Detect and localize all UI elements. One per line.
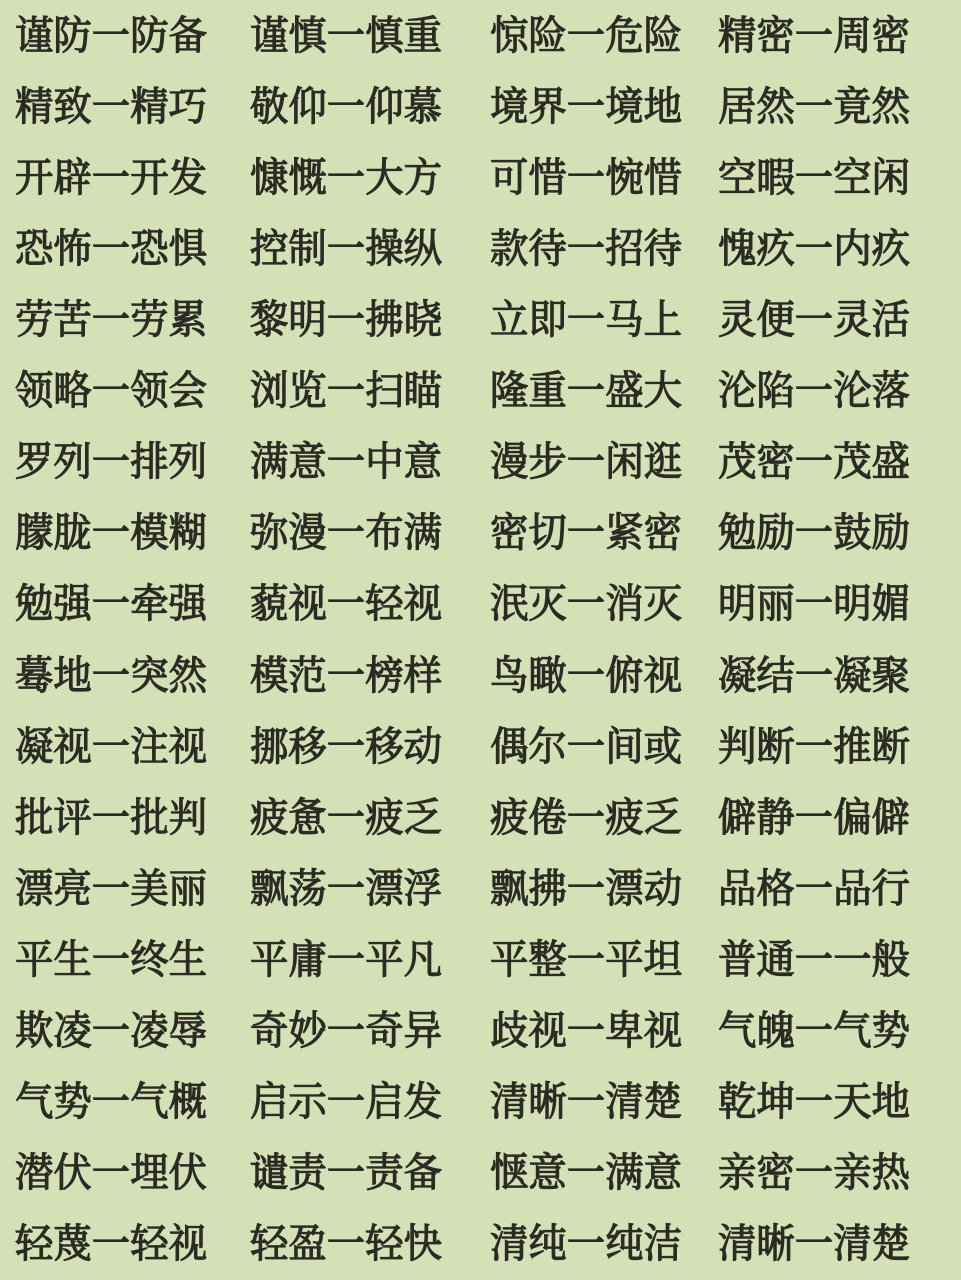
synonym-pair: 普通一一般 <box>718 937 910 982</box>
synonym-pair: 境界一境地 <box>490 84 682 129</box>
synonym-pair: 藐视一轻视 <box>250 582 442 627</box>
synonym-pair: 漂亮一美丽 <box>15 866 207 911</box>
synonym-pair: 平庸一平凡 <box>250 937 442 982</box>
synonym-pair: 轻蔑一轻视 <box>15 1222 207 1267</box>
synonym-pair: 飘荡一漂浮 <box>250 866 442 911</box>
synonym-pair: 蓦地一突然 <box>15 653 207 698</box>
synonym-pair: 疲惫一疲乏 <box>250 795 442 840</box>
synonym-pair: 清晰一清楚 <box>718 1222 910 1267</box>
synonym-pair: 气势一气概 <box>15 1080 207 1125</box>
synonym-pair: 奇妙一奇异 <box>250 1009 442 1054</box>
synonym-pair: 凝视一注视 <box>15 724 207 769</box>
synonym-pair: 领略一领会 <box>15 369 207 414</box>
synonym-pair: 轻盈一轻快 <box>250 1222 442 1267</box>
synonym-pair: 惊险一危险 <box>490 13 682 58</box>
synonym-pair: 泯灭一消灭 <box>490 582 682 627</box>
synonym-pair: 密切一紧密 <box>490 511 682 556</box>
synonym-pair: 罗列一排列 <box>15 440 207 485</box>
synonym-pair: 立即一马上 <box>490 297 682 342</box>
synonym-pair: 控制一操纵 <box>250 226 442 271</box>
synonym-pair: 歧视一卑视 <box>490 1009 682 1054</box>
synonym-pair: 灵便一灵活 <box>718 297 910 342</box>
synonym-pair: 清纯一纯洁 <box>490 1222 682 1267</box>
synonym-pair: 恐怖一恐惧 <box>15 226 207 271</box>
synonym-pair: 慷慨一大方 <box>250 155 442 200</box>
synonym-pair: 惬意一满意 <box>490 1151 682 1196</box>
synonym-pair: 沦陷一沦落 <box>718 369 910 414</box>
synonym-pair: 欺凌一凌辱 <box>15 1009 207 1054</box>
synonym-pair: 明丽一明媚 <box>718 582 910 627</box>
synonym-pair: 弥漫一布满 <box>250 511 442 556</box>
synonym-pair: 空暇一空闲 <box>718 155 910 200</box>
synonym-pair: 精致一精巧 <box>15 84 207 129</box>
synonym-pair: 敬仰一仰慕 <box>250 84 442 129</box>
synonym-pair: 可惜一惋惜 <box>490 155 682 200</box>
synonym-pair: 浏览一扫瞄 <box>250 369 442 414</box>
synonym-pair: 鸟瞰一俯视 <box>490 653 682 698</box>
synonym-pair: 凝结一凝聚 <box>718 653 910 698</box>
synonym-pair: 品格一品行 <box>718 866 910 911</box>
synonym-pair: 平生一终生 <box>15 937 207 982</box>
synonym-pair: 茂密一茂盛 <box>718 440 910 485</box>
synonym-pair: 精密一周密 <box>718 13 910 58</box>
synonym-pair: 启示一启发 <box>250 1080 442 1125</box>
synonym-pair: 挪移一移动 <box>250 724 442 769</box>
synonym-pair: 开辟一开发 <box>15 155 207 200</box>
synonym-pair: 勉励一鼓励 <box>718 511 910 556</box>
synonym-pair: 偶尔一间或 <box>490 724 682 769</box>
synonym-pair: 飘拂一漂动 <box>490 866 682 911</box>
synonym-pair: 谨慎一慎重 <box>250 13 442 58</box>
synonym-pair: 气魄一气势 <box>718 1009 910 1054</box>
synonym-pair: 亲密一亲热 <box>718 1151 910 1196</box>
synonym-pair: 隆重一盛大 <box>490 369 682 414</box>
synonym-pair: 居然一竟然 <box>718 84 910 129</box>
synonym-pair: 谴责一责备 <box>250 1151 442 1196</box>
synonym-pair: 判断一推断 <box>718 724 910 769</box>
synonym-pair: 僻静一偏僻 <box>718 795 910 840</box>
synonym-pair: 乾坤一天地 <box>718 1080 910 1125</box>
synonym-pair: 劳苦一劳累 <box>15 297 207 342</box>
synonym-pair: 潜伏一埋伏 <box>15 1151 207 1196</box>
synonym-pair: 勉强一牵强 <box>15 582 207 627</box>
synonym-pair: 疲倦一疲乏 <box>490 795 682 840</box>
synonym-pair: 批评一批判 <box>15 795 207 840</box>
synonym-pair: 平整一平坦 <box>490 937 682 982</box>
synonym-pair: 朦胧一模糊 <box>15 511 207 556</box>
synonym-pair: 满意一中意 <box>250 440 442 485</box>
synonym-pair: 漫步一闲逛 <box>490 440 682 485</box>
synonym-pair: 模范一榜样 <box>250 653 442 698</box>
synonym-pair: 款待一招待 <box>490 226 682 271</box>
synonym-pair: 清晰一清楚 <box>490 1080 682 1125</box>
synonym-pair: 黎明一拂晓 <box>250 297 442 342</box>
synonym-pair: 愧疚一内疚 <box>718 226 910 271</box>
synonym-pair: 谨防一防备 <box>15 13 207 58</box>
